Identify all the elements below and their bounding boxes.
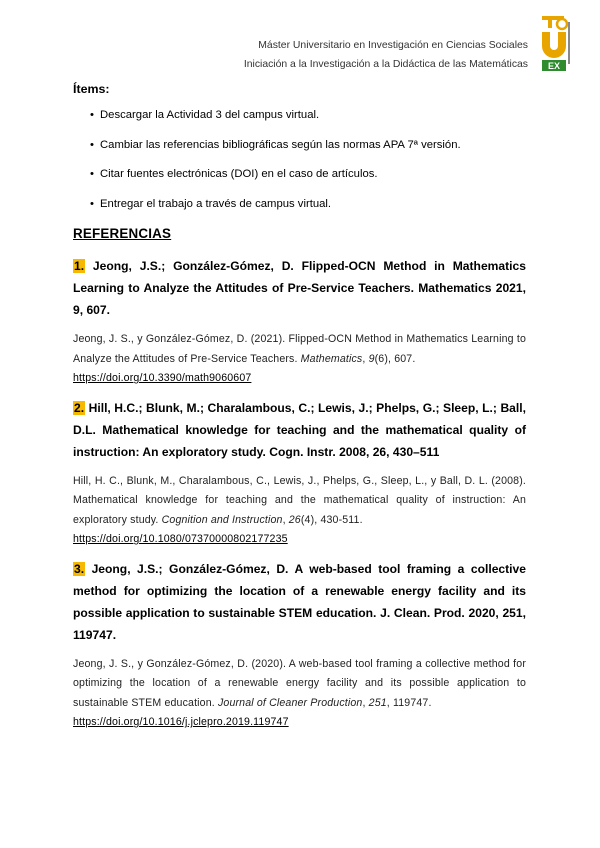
reference-1 bbox=[73, 255, 526, 389]
list-item: • Entregar el trabajo a través de campus virtual. bbox=[90, 197, 526, 211]
header-line-2: Iniciación a la Investigación a la Didáctica de las Matemáticas bbox=[243, 59, 528, 70]
uex-logo bbox=[538, 14, 572, 72]
doi-link[interactable]: https://doi.org/10.3390/math9060607 bbox=[73, 372, 252, 384]
reference-number: 3. bbox=[74, 561, 85, 576]
items-list bbox=[73, 108, 526, 211]
list-item: • Citar fuentes electrónicas (DOI) en el caso de artículos. bbox=[90, 167, 526, 181]
reference-2 bbox=[73, 397, 526, 550]
svg-text:EX: EX bbox=[547, 61, 561, 71]
doi-link[interactable]: https://doi.org/10.1016/j.jclepro.2019.119747 bbox=[73, 716, 289, 728]
reference-number: 2. bbox=[74, 400, 85, 415]
reference-3 bbox=[73, 558, 526, 733]
doi-link[interactable]: https://doi.org/10.1080/07370000802177235 bbox=[73, 533, 288, 545]
reference-title: 2. Hill, H.C.; Blunk, M.; Charalambous, C.; Lewis, J.; Phelps, G.; Sleep, L.; Ball, D.L. Mathematical knowledge for teaching and the mathematical quality of instruction: An exploratory study. Cogn. Instr. 2008, 26, 430–511 bbox=[73, 400, 526, 459]
reference-title: 1. Jeong, J.S.; González-Gómez, D. Flipped-OCN Method in Mathematics Learning to Analyze the Attitudes of Pre-Service Teachers. Mathematics 2021, 9, 607. bbox=[73, 259, 526, 317]
list-item: • Cambiar las referencias bibliográficas según las normas APA 7ª versión. bbox=[90, 138, 526, 152]
reference-title: 3. Jeong, J.S.; González-Gómez, D. A web-based tool framing a collective method for optimizing the location of a renewable energy facility and its possible application to sustainable STEM education. J. Clean. Prod. 2020, 251, 119747. bbox=[73, 561, 526, 642]
reference-apa: Jeong, J. S., y González-Gómez, D. (2021). Flipped-OCN Method in Mathematics Learning to Analyze the Attitudes of Pre-Service Teachers. Mathematics, 9(6), 607. https://doi.org/10.3390/math9060607 bbox=[73, 333, 526, 384]
reference-apa: Jeong, J. S., y González-Gómez, D. (2020). A web-based tool framing a collective method for optimizing the location of a renewable energy facility and its possible application to sustainable STEM education. Journal of Cleaner Production, 251, 119747. https://doi.org/10.1016/j.jclepro.2019.119747 bbox=[73, 657, 526, 728]
references-heading: REFERENCIAS bbox=[73, 226, 172, 241]
header-line-1: Máster Universitario en Investigación en Ciencias Sociales bbox=[258, 40, 528, 51]
items-title: Ítems: bbox=[73, 82, 110, 96]
reference-apa: Hill, H. C., Blunk, M., Charalambous, C., Lewis, J., Phelps, G., Sleep, L., y Ball, D. L. (2008). Mathematical knowledge for teaching and the mathematical quality of instruction: An exploratory study. Cognition and Instruction, 26(4), 430-511. https://doi.org/10.1080/07370000802177235 bbox=[73, 474, 526, 545]
page-content bbox=[73, 82, 526, 741]
list-item: • Descargar la Actividad 3 del campus virtual. bbox=[90, 108, 526, 122]
reference-number: 1. bbox=[74, 259, 85, 273]
page-header bbox=[244, 36, 528, 74]
